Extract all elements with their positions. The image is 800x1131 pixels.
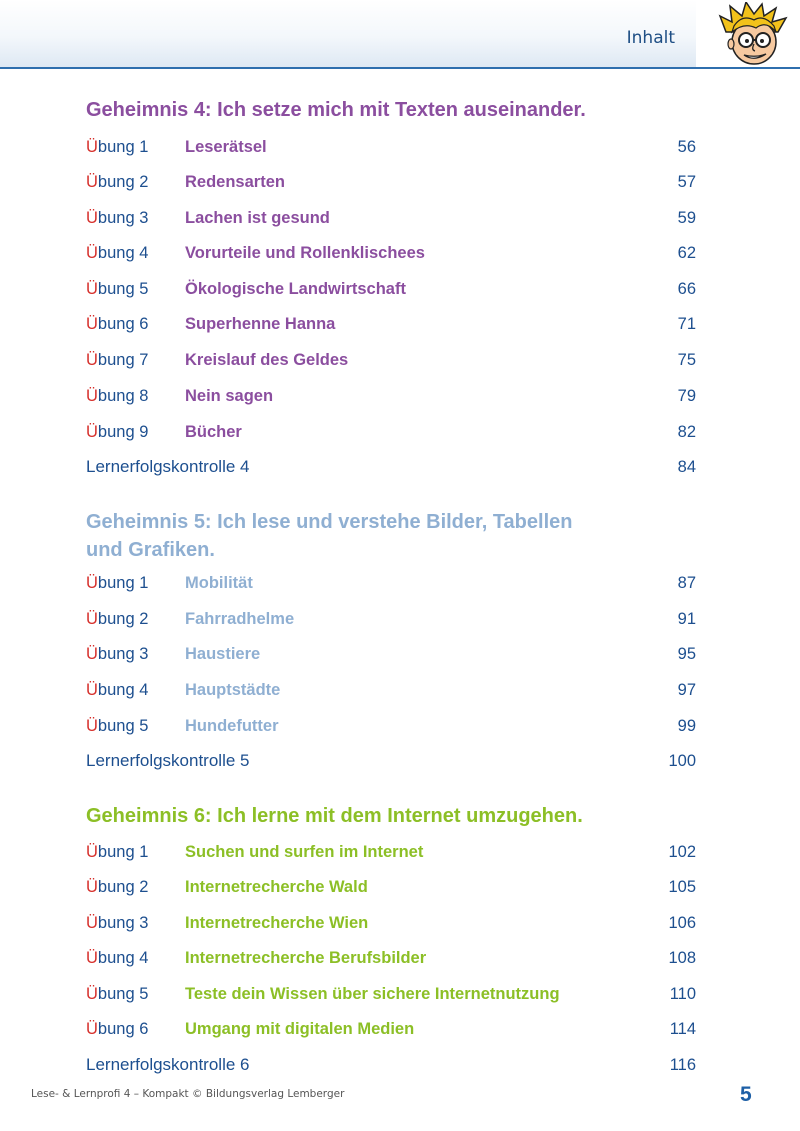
exercise-topic: Bücher [185,423,242,441]
toc-row[interactable] [86,277,696,301]
exercise-label: Übung 5 [86,717,149,735]
footer-copyright: Lese- & Lernprofi 4 – Kompakt © Bildungsverlag Lemberger [31,1088,345,1100]
exercise-label: Übung 4 [86,681,149,699]
lernerfolgskontrolle-label: Lernerfolgskontrolle 6 [86,1055,250,1074]
header-title: Inhalt [626,28,675,48]
page-number-ref: 71 [677,315,696,333]
page-number-ref: 75 [677,351,696,369]
page-number-ref: 106 [668,914,696,932]
exercise-topic: Suchen und surfen im Internet [185,843,424,861]
page-number-ref: 87 [677,574,696,592]
page-number-ref: 84 [677,458,696,476]
exercise-topic: Internetrecherche Berufsbilder [185,949,427,967]
header-divider [0,67,800,69]
exercise-topic: Mobilität [185,574,253,592]
exercise-label: Übung 2 [86,878,149,896]
exercise-label: Übung 4 [86,244,149,262]
page-number-ref: 99 [677,717,696,735]
toc-row[interactable] [86,312,696,336]
toc-row[interactable] [86,642,696,666]
exercise-label: Übung 7 [86,351,149,369]
toc-row[interactable] [86,420,696,444]
toc-row[interactable] [86,241,696,265]
toc-row-lernerfolgskontrolle[interactable] [86,1053,696,1077]
exercise-topic: Umgang mit digitalen Medien [185,1020,415,1038]
toc-row[interactable] [86,911,696,935]
page-number-ref: 66 [677,280,696,298]
lernerfolgskontrolle-label: Lernerfolgskontrolle 5 [86,751,250,770]
exercise-topic: Lachen ist gesund [185,209,330,227]
section-title-geheimnis-5: Geheimnis 5: Ich lese und verstehe Bilder, Tabellen und Grafiken. [86,511,573,561]
exercise-label: Übung 5 [86,985,149,1003]
exercise-label: Übung 6 [86,315,149,333]
page-number-ref: 56 [677,138,696,156]
toc-row[interactable] [86,170,696,194]
section-title-geheimnis-6: Geheimnis 6: Ich lerne mit dem Internet umzugehen. [86,805,583,827]
page-number-ref: 95 [677,645,696,663]
lernerfolgskontrolle-label: Lernerfolgskontrolle 4 [86,457,250,476]
toc-row[interactable] [86,714,696,738]
page-number-ref: 91 [677,610,696,628]
exercise-topic: Superhenne Hanna [185,315,336,333]
page-number-ref: 114 [669,1020,696,1038]
exercise-topic: Internetrecherche Wien [185,914,369,932]
exercise-label: Übung 3 [86,914,149,932]
exercise-topic: Nein sagen [185,387,274,405]
toc-row[interactable] [86,348,696,372]
exercise-label: Übung 9 [86,423,149,441]
exercise-topic: Redensarten [185,173,285,191]
exercise-label: Übung 1 [86,574,149,592]
exercise-topic: Hundefutter [185,717,279,735]
exercise-topic: Kreislauf des Geldes [185,351,349,369]
toc-row[interactable] [86,571,696,595]
section-title-geheimnis-4: Geheimnis 4: Ich setze mich mit Texten auseinander. [86,99,586,121]
page-number-ref: 57 [677,173,696,191]
exercise-label: Übung 2 [86,610,149,628]
exercise-label: Übung 3 [86,209,149,227]
toc-row-lernerfolgskontrolle[interactable] [86,455,696,479]
exercise-topic: Leserätsel [185,138,267,156]
toc-row[interactable] [86,946,696,970]
header-band [0,0,696,68]
exercise-topic: Hauptstädte [185,681,281,699]
page-number-ref: 110 [669,985,696,1003]
exercise-topic: Teste dein Wissen über sichere Internetnutzung [185,985,560,1003]
exercise-label: Übung 1 [86,138,149,156]
exercise-label: Übung 2 [86,173,149,191]
page-number-ref: 97 [677,681,696,699]
exercise-label: Übung 4 [86,949,149,967]
page-number-ref: 102 [668,843,696,861]
exercise-label: Übung 6 [86,1020,149,1038]
toc-row[interactable] [86,135,696,159]
page-number-ref: 100 [668,752,696,770]
toc-row[interactable] [86,840,696,864]
page-number-ref: 59 [677,209,696,227]
toc-row-lernerfolgskontrolle[interactable] [86,749,696,773]
exercise-topic: Fahrradhelme [185,610,295,628]
toc-row[interactable] [86,875,696,899]
page-number-ref: 108 [668,949,696,967]
page-number-ref: 62 [677,244,696,262]
exercise-topic: Ökologische Landwirtschaft [185,280,406,298]
exercise-label: Übung 8 [86,387,149,405]
toc-row[interactable] [86,678,696,702]
mascot-icon [716,2,792,68]
page-number-ref: 79 [677,387,696,405]
exercise-label: Übung 1 [86,843,149,861]
exercise-topic: Internetrecherche Wald [185,878,368,896]
exercise-topic: Vorurteile und Rollenklischees [185,244,425,262]
exercise-label: Übung 5 [86,280,149,298]
toc-row[interactable] [86,982,696,1006]
toc-row[interactable] [86,206,696,230]
toc-row[interactable] [86,1017,696,1041]
page-number-ref: 82 [677,423,696,441]
page-number-ref: 116 [669,1056,696,1074]
page-number-ref: 105 [668,878,696,896]
toc-row[interactable] [86,384,696,408]
page-number: 5 [740,1083,752,1106]
exercise-topic: Haustiere [185,645,261,663]
exercise-label: Übung 3 [86,645,149,663]
toc-row[interactable] [86,607,696,631]
